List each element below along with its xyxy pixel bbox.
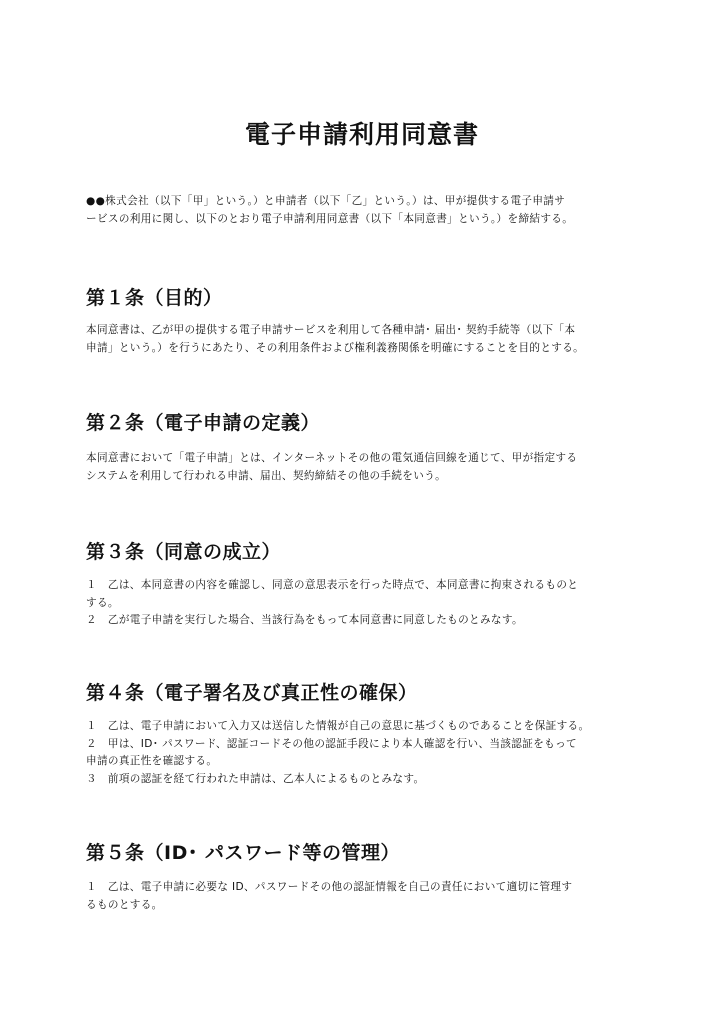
article-2-heading: 第２条（電子申請の定義）	[86, 412, 321, 434]
article-4-line: ２ 甲は、ID･ パスワード、認証コードその他の認証手段により本人確認を行い、当該認証をもって	[86, 737, 577, 750]
article-4-body	[86, 718, 646, 788]
article-3-line: する。	[86, 596, 119, 609]
article-2-body	[86, 450, 646, 485]
article-4-line: ３ 前項の認証を経て行われた申請は、乙本人によるものとみなす。	[86, 772, 425, 785]
preamble-line: ービスの利用に関し、以下のとおり電子申請利用同意書（以下「本同意書」という。）を締結する。	[86, 212, 574, 225]
article-4-line: 申請の真正性を確認する。	[86, 755, 218, 767]
article-2-line: 本同意書において「電子申請」とは、インターネットその他の電気通信回線を通じて、甲が指定する	[86, 452, 578, 464]
article-5-line: るものとする。	[86, 898, 163, 911]
article-1-heading: 第１条（目的）	[86, 287, 223, 309]
article-4-line: １ 乙は、電子申請において入力又は送信した情報が自己の意思に基づくものであることを保証する。	[86, 720, 590, 732]
document-title: 電子申請利用同意書	[244, 120, 479, 149]
article-5-line: １ 乙は、電子申請に必要な ID、パスワードその他の認証情報を自己の責任において適切に管理す	[86, 881, 573, 893]
article-2-line: システムを利用して行われる申請、届出、契約締結その他の手続をいう。	[86, 469, 447, 482]
preamble-paragraph	[86, 193, 646, 228]
article-1-line: 本同意書は、乙が甲の提供する電子申請サービスを利用して各種申請･ 届出･ 契約手続等（以下「本	[86, 324, 576, 336]
article-3-heading: 第３条（同意の成立）	[86, 541, 282, 563]
article-3-line: ２ 乙が電子申請を実行した場合、当該行為をもって本同意書に同意したものとみなす。	[86, 614, 523, 626]
preamble-line: ●●株式会社（以下「甲」という。）と申請者（以下「乙」という。）は、甲が提供する電子申請サ	[86, 195, 566, 207]
article-1-body	[86, 322, 646, 357]
article-4-heading: 第４条（電子署名及び真正性の確保）	[86, 682, 418, 704]
article-3-line: １ 乙は、本同意書の内容を確認し、同意の意思表示を行った時点で、本同意書に拘束されるものと	[86, 579, 579, 591]
article-5-heading: 第５条（ID･ パスワード等の管理）	[86, 842, 400, 864]
article-3-body	[86, 577, 646, 630]
article-5-body	[86, 879, 646, 914]
article-1-line: 申請」という。）を行うにあたり、その利用条件および権利義務関係を明確にすることを目的とする。	[86, 341, 585, 354]
